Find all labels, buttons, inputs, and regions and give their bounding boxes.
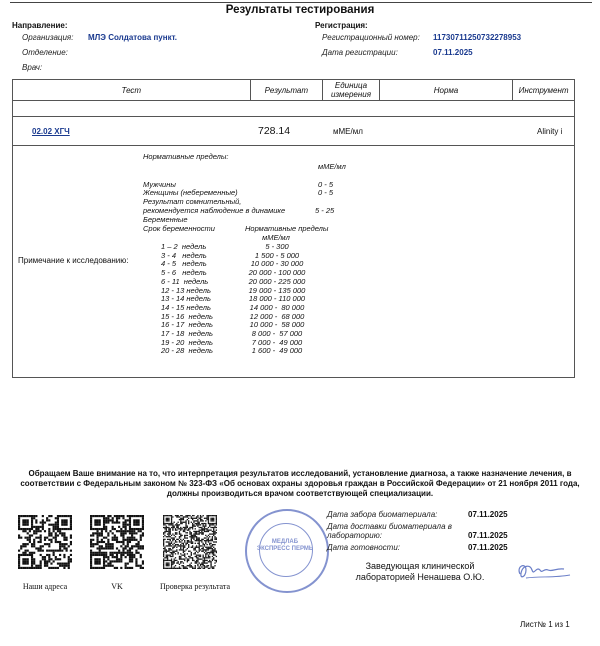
regdate-label: Дата регистрации: [322,48,398,57]
header-norm: Норма [379,80,512,101]
page-title: Результаты тестирования [225,4,375,16]
week-range: 14 000 - 80 000 [249,302,305,312]
men-label: Мужчины [143,180,176,189]
registration-label: Регистрация: [315,21,368,30]
qr-addresses-icon[interactable] [18,515,72,569]
org-value: МЛЭ Солдатова пункт. [88,33,178,42]
week-range: 20 000 - 100 000 [248,268,306,278]
results-table [12,79,575,378]
doubtful-value: 5 - 25 [315,206,335,215]
week-term: 6 - 11 недель [161,276,209,286]
table-header-row [13,80,575,101]
doctor-label: Врач: [22,63,43,72]
week-term: 4 - 5 недель [161,259,207,269]
date-ready-label: Дата готовности: [327,543,401,552]
qr-check-result-icon[interactable] [163,515,217,569]
women-label: Женщины (небеременные) [143,188,238,197]
week-term: 19 - 20 недель [161,337,213,347]
header-result: Результат [250,80,323,101]
date-collect-value: 07.11.2025 [468,510,508,519]
week-range: 20 000 - 225 000 [248,276,306,286]
header-test: Тест [13,80,251,101]
week-range: 10 000 - 30 000 [250,259,304,269]
week-range: 18 000 - 110 000 [248,294,306,304]
table-row [13,117,575,146]
women-value: 0 - 5 [318,188,334,197]
lab-head-line1: Заведующая клинической [365,561,475,571]
qr-caption-addresses: Наши адреса [22,582,68,591]
unit-value: мМЕ/мл [333,127,363,136]
stamp-icon [245,509,329,593]
qr-vk-icon[interactable] [90,515,144,569]
doubtful-line1: Результат сомнительный, [143,197,242,206]
week-term: 1 – 2 недель [161,242,207,251]
week-range: 8 000 - 57 000 [251,329,303,338]
week-term: 20 - 28 недель [161,346,213,356]
note-label: Примечание к исследованию: [18,256,129,265]
note-row [13,146,575,378]
week-term: 13 - 14 недель [161,294,211,304]
legal-notice: Обращаем Ваше внимание на то, что интерпретация результатов исследований, установление диагноза, а также назначение лечения, в соответствии с Федеральным законом № 323-ФЗ «Об основах охраны здоровья граждан в Российской Федерации» от 21 ноября 2011 года, должны производиться врачом соответствующей специализации. [20,469,580,498]
header-instrument: Инструмент [513,80,575,101]
week-range: 10 000 - 58 000 [249,320,305,330]
norm-unit: мМЕ/мл [262,233,290,242]
lab-head [330,561,510,583]
week-range: 7 000 - 49 000 [251,337,303,347]
signature-icon [512,556,574,586]
qr-caption-check: Проверка результата [159,582,231,591]
pregnant-label: Беременные [143,215,188,224]
doubtful-line2: рекомендуется наблюдение в динамике [143,206,286,215]
ref-unit: мМЕ/мл [318,162,346,171]
week-term: 14 - 15 недель [161,302,211,312]
test-link[interactable]: 02.02 ХГЧ [32,127,70,136]
dept-label: Отделение: [22,48,68,57]
header-unit: Единица измерения [323,80,380,101]
top-rule [10,2,592,3]
date-collect-label: Дата забора биоматериала: [327,510,438,519]
week-term: 3 - 4 недель [161,250,207,260]
week-term: 5 - 6 недель [161,268,207,278]
week-range: 5 - 300 [265,242,289,251]
week-term: 16 - 17 недель [161,320,213,330]
week-term: 12 - 13 недель [161,285,211,295]
date-delivery-label: Дата доставки биоматериала в лабораторию: [327,522,452,540]
date-delivery-value: 07.11.2025 [468,531,508,540]
spacer-row [13,101,575,117]
week-term: 15 - 16 недель [161,311,213,321]
instrument-value: Alinity i [537,127,563,136]
regnum-value: 11730711250732278953 [433,33,522,42]
week-range: 1 600 - 49 000 [251,346,303,356]
regnum-label: Регистрационный номер: [322,33,420,42]
page-number: Лист№ 1 из 1 [520,620,570,629]
term-header: Срок беременности [143,224,215,233]
week-range: 1 500 - 5 000 [254,250,300,260]
date-ready-value: 07.11.2025 [468,543,508,552]
org-label: Организация: [22,33,74,42]
qr-caption-vk: VK [111,582,123,591]
week-term: 17 - 18 недель [161,329,213,338]
direction-label: Направление: [12,21,68,30]
regdate-value: 07.11.2025 [433,48,473,57]
week-range: 12 000 - 68 000 [249,311,305,321]
norm-header: Нормативные пределы [245,224,329,233]
stamp-text: МЕДЛАБ ЭКСПРЕСС ПЕРМЬ [256,539,314,552]
week-range: 19 000 - 135 000 [248,285,306,295]
lab-head-line2: лабораторией Ненашева О.Ю. [355,572,485,582]
men-value: 0 - 5 [318,180,334,189]
result-value: 728.14 [258,125,291,137]
ref-title: Нормативные пределы: [143,152,229,161]
